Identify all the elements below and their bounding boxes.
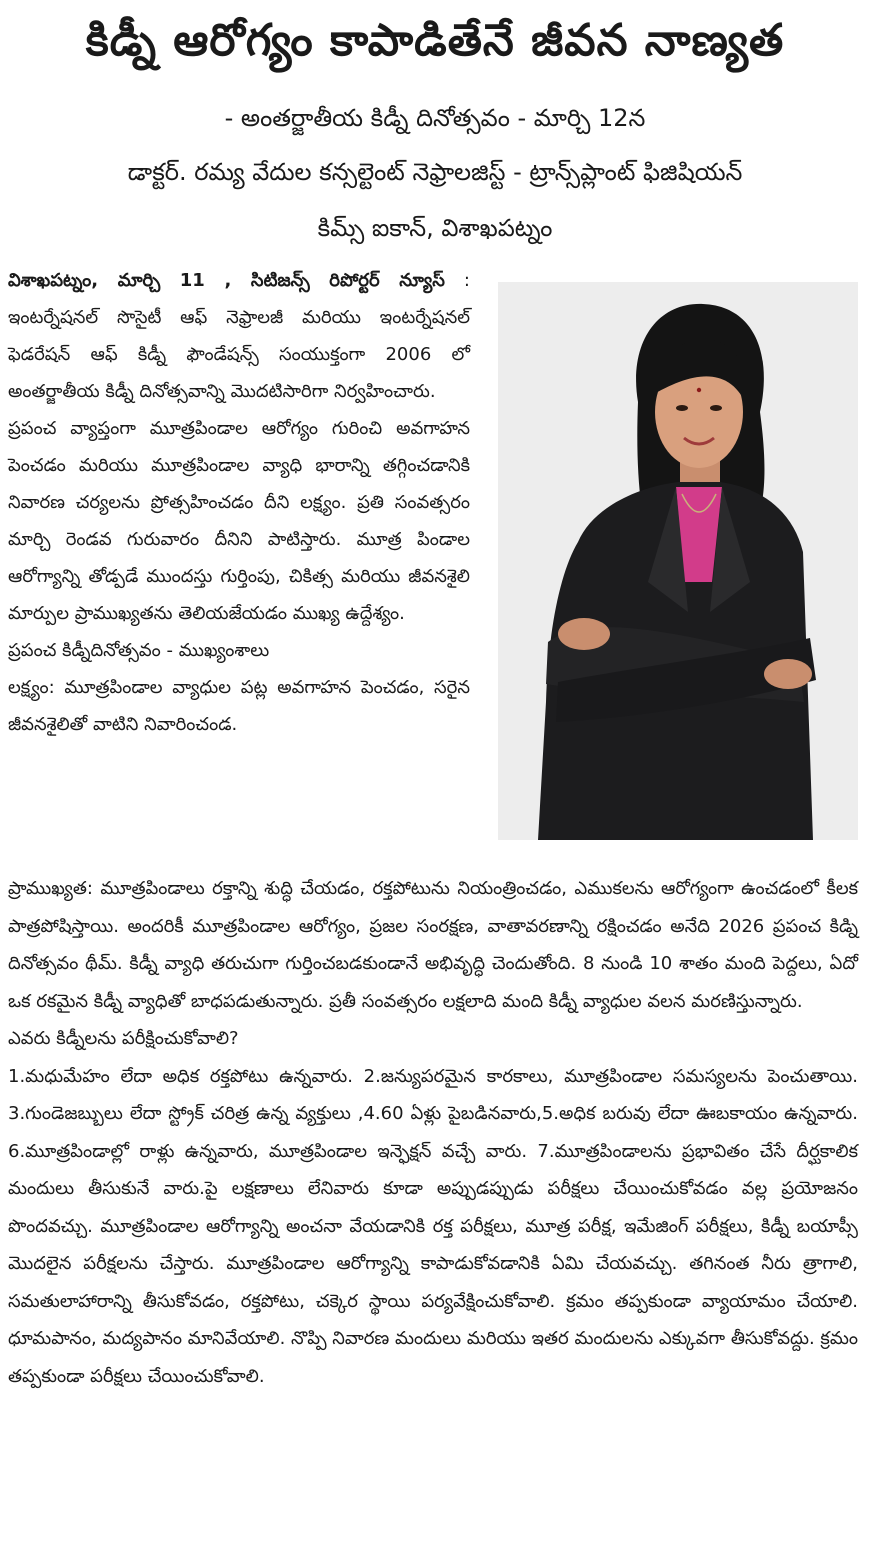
doctor-portrait	[498, 282, 858, 840]
importance-paragraph: ప్రాముఖ్యత: మూత్రపిండాలు రక్తాన్ని శుద్ధి చేయడం, రక్తపోటును నియంత్రించడం, ఎముకలను ఆరోగ్యంగా ఉంచడంలో కీలక పాత్రపోషిస్తాయి. అందరికీ మూత్రపిండాల ఆరోగ్యం, ప్రజల సంరక్షణ, వాతావరణాన్ని రక్షించడం అనేది 2026 ప్రపంచ కిడ్ని దినోత్సవం థీమ్. కిడ్నీ వ్యాధి తరుచుగా గుర్తించబడకుండానే అభివృద్ధి చెందుతోంది. 8 నుండి 10 శాతం మంది పెద్దలు, ఏదో ఒక రకమైన కిడ్నీ వ్యాధితో బాధపడుతున్నారు. ప్రతీ సంవత్సరం లక్షలాది మంది కిడ్నీ వ్యాధుల వలన మరణిస్తున్నారు.	[8, 878, 858, 1012]
highlights-heading: ప్రపంచ కిడ్నీదినోత్సవం - ముఖ్యంశాలు	[8, 640, 270, 661]
headline: కిడ్నీ ఆరోగ్యం కాపాడితేనే జీవన నాణ్యత	[85, 15, 785, 66]
occasion-subhead: - అంతర్జాతీయ కిడ్నీ దినోత్సవం - మార్చి 12న	[224, 104, 646, 132]
intro-text: : ఇంటర్నేషనల్ సొసైటీ ఆఫ్ నెఫ్రాలజీ మరియు ఇంటర్నేషనల్ ఫెడరేషన్ ఆఫ్ కిడ్నీ ఫౌండేషన్స్ సంయుక్తంగా 2006 లో అంతర్జాతీయ కిడ్నీ దినోత్సవాన్ని మొదటిసారిగా నిర్వహించారు.	[8, 270, 470, 402]
purpose-paragraph: ప్రపంచ వ్యాప్తంగా మూత్రపిండాల ఆరోగ్యం గురించి అవగాహన పెంచడం మరియు మూత్రపిండాల వ్యాధి భారాన్ని తగ్గించడానికి నివారణ చర్యలను ప్రోత్సహించడం దీని లక్ష్యం. ప్రతి సంవత్సరం మార్చి రెండవ గురువారం దీనిని పాటిస్తారు. మూత్ర పిండాల ఆరోగ్యాన్ని తోడ్పడే ముందస్తు గుర్తింపు, చికిత్స మరియు జీవనశైలి మార్పుల ప్రాముఖ్యతను తెలియజేయడం ముఖ్య ఉద్దేశ్యం.	[8, 418, 470, 624]
dateline-paragraph	[8, 262, 470, 410]
who-should-test-heading: ఎవరు కిడ్నీలను పరీక్షించుకోవాలి?	[8, 1028, 239, 1049]
author-byline: డాక్టర్. రమ్య వేదుల కన్సల్టెంట్ నెఫ్రాలజిస్ట్ - ట్రాన్స్‌ప్లాంట్ ఫిజిషియన్	[127, 158, 743, 186]
full-width-body	[8, 870, 858, 1395]
portrait-illustration	[498, 282, 858, 840]
dateline: విశాఖపట్నం, మార్చి 11 , సిటిజన్స్ రిపోర్టర్ న్యూస్	[8, 270, 445, 291]
goal-paragraph: లక్ష్యం: మూత్రపిండాల వ్యాధుల పట్ల అవగాహన పెంచడం, సరైన జీవనశైలితో వాటిని నివారించండ.	[8, 677, 470, 735]
left-column-text	[8, 262, 470, 743]
author-affiliation: కిమ్స్ ఐకాన్, విశాఖపట్నం	[317, 214, 553, 242]
risk-groups-paragraph: 1.మధుమేహం లేదా అధిక రక్తపోటు ఉన్నవారు. 2.జన్యుపరమైన కారకాలు, మూత్రపిండాల సమస్యలను పెంచుతాయి. 3.గుండెజబ్బులు లేదా స్ట్రోక్ చరిత్ర ఉన్న వ్యక్తులు ,4.60 ఏళ్లు పైబడినవారు,5.అధిక బరువు లేదా ఊబకాయం ఉన్నవారు. 6.మూత్రపిండాల్లో రాళ్లు ఉన్నవారు, మూత్రపిండాల ఇన్ఫెక్షన్ వచ్చే వారు. 7.మూత్రపిండాలను ప్రభావితం చేసే దీర్ఘకాలిక మందులు తీసుకునే వారు.పై లక్షణాలు లేనివారు కూడా అప్పుడప్పుడు పరీక్షలు చేయించుకోవడం వల్ల ప్రయోజనం పొందవచ్చు. మూత్రపిండాల ఆరోగ్యాన్ని అంచనా వేయడానికి రక్త పరీక్షలు, మూత్ర పరీక్ష, ఇమేజింగ్ పరీక్షలు, కిడ్నీ బయాప్సీ మొదలైన పరీక్షలను చేస్తారు. మూత్రపిండాల ఆరోగ్యాన్ని కాపాడుకోవడానికి ఏమి చేయవచ్చు. తగినంత నీరు త్రాగాలి, సమతులాహారాన్ని తీసుకోవడం, రక్తపోటు, చక్కెర స్థాయి పర్యవేక్షించుకోవాలి. క్రమం తప్పకుండా వ్యాయామం చేయాలి. ధూమపానం, మద్యపానం మానివేయాలి. నొప్పి నివారణ మందులు మరియు ఇతర మందులను ఎక్కువగా తీసుకోవద్దు. క్రమం తప్పకుండా పరీక్షలు చేయించుకోవాలి.	[8, 1065, 858, 1387]
